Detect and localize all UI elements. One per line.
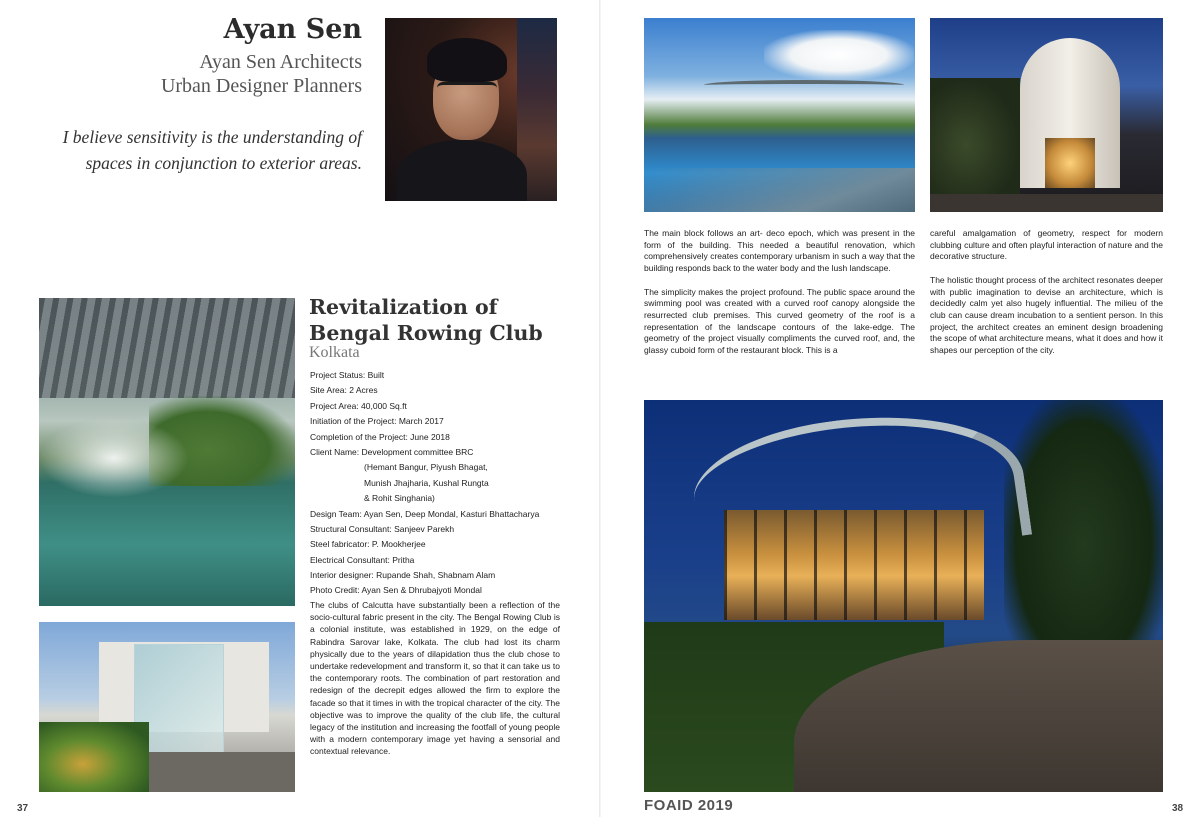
client-members-line-1: (Hemant Bangur, Piyush Bhagat, <box>364 462 488 473</box>
article-column-1 <box>644 228 915 368</box>
client-members-line-2: Munish Jhajharia, Kushal Rungta <box>364 477 489 488</box>
quote-line-2: spaces in conjunction to exterior areas. <box>85 153 362 173</box>
page-gutter <box>599 0 601 817</box>
project-description: The clubs of Calcutta have substantially been a reflection of the socio-cultural fabric present in the city. The Bengal Rowing Club is a colonial institute, was established in 1929, on the edge of Rabindra Sarovar lake, Kolkata. The club had lost its charm physically due to the years of dilapidation thus the club chose to undertake redevelopment and transform it, so that it can take us to the contemporary roots. The combination of part restoration and redesign of the decrepit edges allowed the firm to explore the facade so that it times in with the tropical character of the city. The objective was to improve the quality of the club life, the cultural legacy of the institution and increasing the footfall of young people with a modern contemporary image yet having a sensorial and contextual relevance. <box>310 600 560 757</box>
project-facts <box>310 368 539 599</box>
credit-photo: Photo Credit: Ayan Sen & Dhrubajyoti Mondal <box>310 585 482 596</box>
quote-line-1: I believe sensitivity is the understanding of <box>62 127 362 147</box>
outdoor-pool-photo <box>644 18 915 212</box>
credit-structural: Structural Consultant: Sanjeev Parekh <box>310 523 455 534</box>
project-title-line-2: Bengal Rowing Club <box>309 321 543 345</box>
column-1-paragraph-2: The simplicity makes the project profound. The public space around the swimming pool was created with a curved roof canopy alongside the resurrected club premises. This curved geometry of the roof is a representation of the landscape contours of the lake-edge. The geometry of the project visually compliments the curved roof, and, the glassy cuboid form of the restaurant block. This is a <box>644 286 915 356</box>
architect-name: Ayan Sen <box>223 14 362 45</box>
credit-design-team: Design Team: Ayan Sen, Deep Mondal, Kasturi Bhattacharya <box>310 508 540 519</box>
credit-electrical: Electrical Consultant: Pritha <box>310 554 415 565</box>
firm-line-2: Urban Designer Planners <box>160 75 362 97</box>
glass-pavilion-photo <box>39 622 295 792</box>
column-2-paragraph-2: The holistic thought process of the architect resonates deeper with public imagination to devise an architecture, which is decidedly calm yet also hugely influential. The milieu of the club can cause dream incubation to a sentient person. In this project, the architect creates an eminent design broadening the scope of what architecture means, what it does and how it shapes our perception of the city. <box>930 274 1163 356</box>
architect-portrait-photo <box>385 18 557 201</box>
firm-line-1: Ayan Sen Architects <box>199 51 362 73</box>
architect-quote <box>63 124 362 176</box>
fact-completion: Completion of the Project: June 2018 <box>310 431 450 442</box>
fact-site-area: Site Area: 2 Acres <box>310 385 378 396</box>
fact-project-area: Project Area: 40,000 Sq.ft <box>310 400 407 411</box>
credit-interior: Interior designer: Rupande Shah, Shabnam Alam <box>310 570 496 581</box>
project-title <box>309 294 543 346</box>
project-city: Kolkata <box>309 344 360 361</box>
project-title-line-1: Revitalization of <box>309 295 498 319</box>
fact-status: Project Status: Built <box>310 370 385 380</box>
architect-firm <box>161 50 362 98</box>
page-number-right: 38 <box>1172 803 1184 814</box>
column-2-paragraph-1: careful amalgamation of geometry, respect for modern clubbing culture and often playful interaction of nature and the decorative structure. <box>930 228 1163 262</box>
page-number-left: 37 <box>17 803 29 814</box>
night-pavilion-photo <box>644 400 1163 792</box>
credit-steel: Steel fabricator: P. Mookherjee <box>310 539 426 550</box>
art-deco-clubhouse-photo <box>930 18 1163 212</box>
client-members-line-3: & Rohit Singhania) <box>364 493 435 504</box>
indoor-pool-photo <box>39 298 295 606</box>
fact-initiation: Initiation of the Project: March 2017 <box>310 416 444 427</box>
fact-client: Client Name: Development committee BRC <box>310 446 474 457</box>
column-1-paragraph-1: The main block follows an art- deco epoch, which was present in the form of the building. This needed a beautiful renovation, which comprehensively creates contemporary urbanism in such a way that the building responds back to the water body and the lush landscape. <box>644 228 915 274</box>
publication-footer: FOAID 2019 <box>644 797 734 814</box>
article-column-2 <box>930 228 1163 368</box>
